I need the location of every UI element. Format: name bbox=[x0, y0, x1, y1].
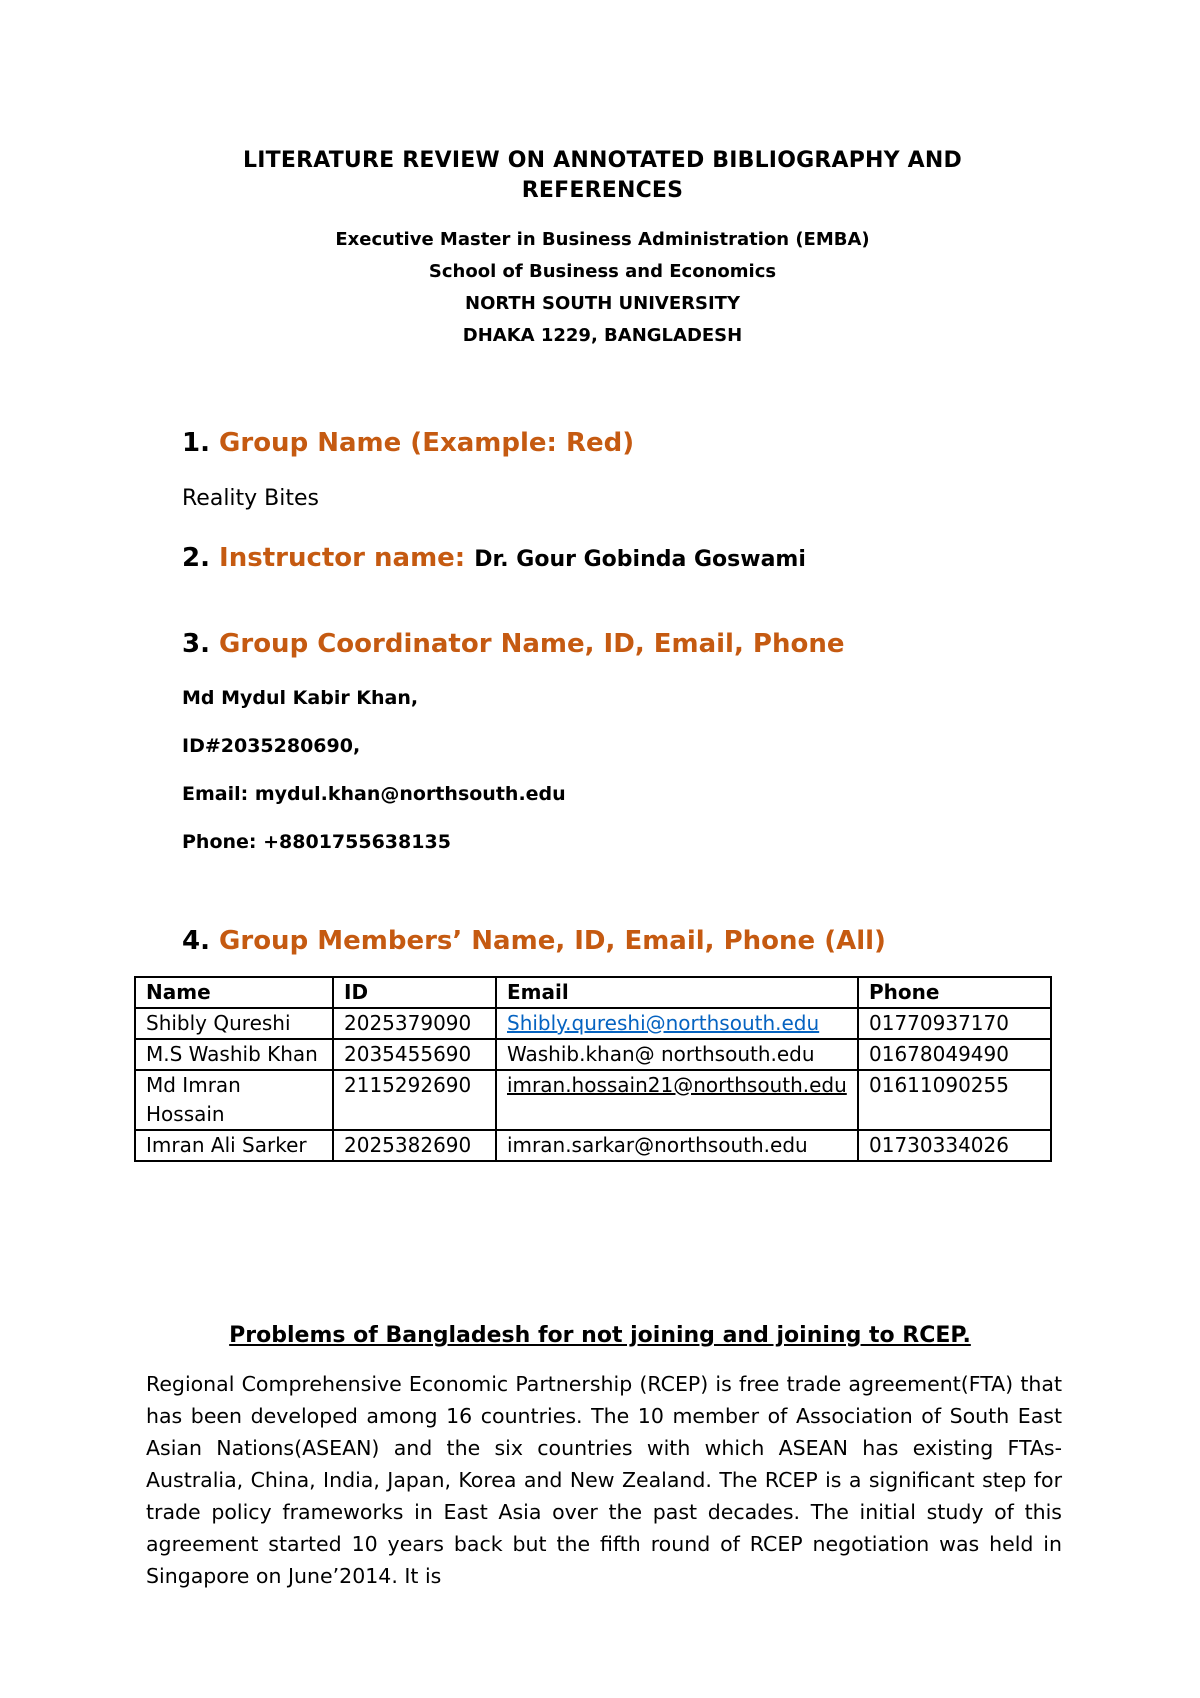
section-coordinator-heading bbox=[182, 628, 844, 660]
member-phone: 01770937170 bbox=[858, 1008, 1051, 1039]
coordinator-name: Md Mydul Kabir Khan, bbox=[182, 687, 419, 709]
table-row bbox=[135, 1039, 1051, 1070]
school-name: School of Business and Economics bbox=[428, 261, 777, 282]
member-email: imran.hossain21@northsouth.edu bbox=[507, 1073, 847, 1097]
table-row bbox=[135, 1070, 1051, 1130]
group-name-value: Reality Bites bbox=[182, 486, 320, 511]
university-name: NORTH SOUTH UNIVERSITY bbox=[465, 293, 740, 314]
member-id: 2115292690 bbox=[333, 1070, 496, 1130]
member-phone: 01730334026 bbox=[858, 1130, 1051, 1161]
member-id: 2025379090 bbox=[333, 1008, 496, 1039]
table-row bbox=[135, 1008, 1051, 1039]
coordinator-phone: Phone: +8801755638135 bbox=[182, 831, 451, 853]
member-name: Imran Ali Sarker bbox=[135, 1130, 333, 1161]
section-label: Group Coordinator Name, ID, Email, Phone bbox=[219, 629, 845, 659]
section-label: Group Members’ Name, ID, Email, Phone (All) bbox=[219, 926, 886, 956]
member-id: 2035455690 bbox=[333, 1039, 496, 1070]
column-header-email: Email bbox=[496, 977, 858, 1008]
section-group-name-heading bbox=[182, 427, 634, 459]
body-paragraph: Regional Comprehensive Economic Partnership (RCEP) is free trade agreement(FTA) that has been developed among 16 countries. The 10 member of Association of South East Asian Nations(ASEAN) and the six countries with which ASEAN has existing FTAs-Australia, China, India, Japan, Korea and New Zealand. The RCEP is a significant step for trade policy frameworks in East Asia over the past decades. The initial study of this agreement started 10 years back but the fifth round of RCEP negotiation was held in Singapore on June’2014. It is bbox=[146, 1372, 1062, 1588]
section-members-heading bbox=[182, 925, 886, 957]
university-address: DHAKA 1229, BANGLADESH bbox=[462, 325, 743, 346]
section-instructor-heading bbox=[182, 542, 806, 576]
body-heading: Problems of Bangladesh for not joining and joining to RCEP. bbox=[229, 1323, 971, 1348]
section-number: 2. bbox=[182, 543, 210, 573]
section-number: 1. bbox=[182, 428, 210, 458]
section-label: Group Name (Example: Red) bbox=[219, 428, 635, 458]
member-email-link[interactable]: Shibly.qureshi@northsouth.edu bbox=[507, 1011, 820, 1035]
column-header-id: ID bbox=[333, 977, 496, 1008]
program-name: Executive Master in Business Administration (EMBA) bbox=[335, 229, 870, 250]
coordinator-email: Email: mydul.khan@northsouth.edu bbox=[182, 783, 566, 805]
section-number: 4. bbox=[182, 926, 210, 956]
column-header-phone: Phone bbox=[858, 977, 1051, 1008]
member-id: 2025382690 bbox=[333, 1130, 496, 1161]
member-phone: 01611090255 bbox=[858, 1070, 1051, 1130]
members-table bbox=[134, 976, 1052, 1162]
member-phone: 01678049490 bbox=[858, 1039, 1051, 1070]
member-name: Shibly Qureshi bbox=[135, 1008, 333, 1039]
coordinator-id: ID#2035280690, bbox=[182, 735, 361, 757]
table-header-row bbox=[135, 977, 1051, 1008]
instructor-name: Dr. Gour Gobinda Goswami bbox=[474, 547, 806, 572]
member-name: M.S Washib Khan bbox=[135, 1039, 333, 1070]
member-email: imran.sarkar@northsouth.edu bbox=[496, 1130, 858, 1161]
member-name: Md Imran Hossain bbox=[135, 1070, 333, 1130]
section-number: 3. bbox=[182, 629, 210, 659]
column-header-name: Name bbox=[135, 977, 333, 1008]
section-label: Instructor name: bbox=[219, 543, 466, 573]
document-title: LITERATURE REVIEW ON ANNOTATED BIBLIOGRAPHY AND REFERENCES bbox=[243, 148, 962, 203]
table-row bbox=[135, 1130, 1051, 1161]
member-email: Washib.khan@ northsouth.edu bbox=[496, 1039, 858, 1070]
